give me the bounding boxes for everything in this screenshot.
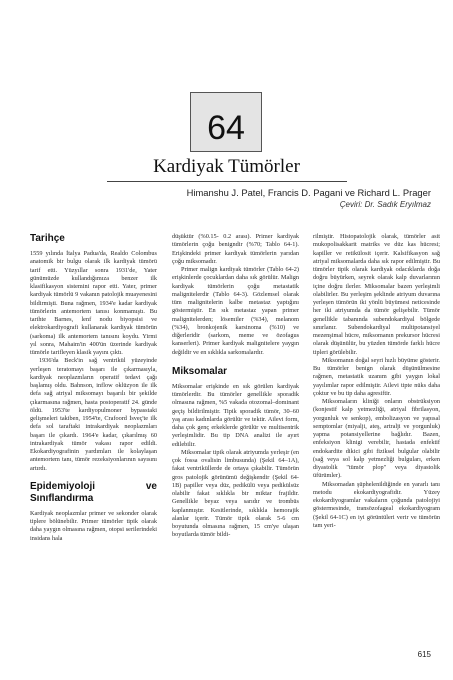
paragraph: 1559 yılında İtalya Padua'da, Realdo Colombus anatomik bir bulgu olarak ilk kardiyak tümörü tarif etti. Yüzyıllar sonra 1931'de, Yater günümüzde kullandığımıza benzer ilk klasifikasyon sistemini rapor etti. Yater, primer kardiyak tümörlü 9 vakanın patolojik muayenesini bildirmişti. Buna rağmen, 1934'e kadar kardiyak tümörlerin antemortem tanısı konmamıştı. Bu tarihte Barnes, lenf nodu biyopsisi ve elektrokardiyografi kullanarak kardiyak tümörün (sarkoma) ilk antemortem tanısını koydu. Yirmi yıl sonra, Mahaim'in 400'ün üzerinde kardiyak tümörle tarifleyen klasik yayını çıktı. xyxy=(30,250,157,356)
section-heading-epidemiyoloji: Epidemiyoloji ve Sınıflandırma xyxy=(30,480,157,504)
paragraph: 1936'da Beck'in sağ ventrikül yüzeyinde yerleşen teratomayı başarı ile çıkarmasıyla, kardiyak neoplazmların operatif tedavi çağı başlamış oldu. Bahnson, inflow oklüzyon ile ilk defa sağ atriyal miksomayı başarılı bir şekilde çıkarmasına rağmen, hasta postoperatif 24. günde öldü. 1953'te kardiyopulmoner bypasstaki gelişmeleri takiben, 1954'te, Crafoord İsveç'te ilk defa sol taraftaki intrakardiyak neoplazmları başarı ile çıkardı. 1964'e kadar, çıkarılmış 60 intrakardiyak tümör vakası rapor edildi. Ekokardiyografinin yardımları ile kolaylaşan antemortem tanı, tümör rezeksiyonlarının sayısını artırdı. xyxy=(30,357,157,472)
chapter-number: 64 xyxy=(207,109,245,147)
paragraph: Kardiyak neoplazmlar primer ve sekonder olarak tiplere bölünebilir. Primer tümörler tipik olarak daha yaygın olmasına rağmen, otopsi serilerindeki insidans hala xyxy=(30,509,157,542)
text-column-left xyxy=(30,233,157,543)
text-column-right xyxy=(313,233,440,530)
section-heading-tarihce: Tarihçe xyxy=(30,233,65,244)
text-column-middle xyxy=(172,233,299,540)
title-divider xyxy=(107,181,347,182)
paragraph: Miksomaların kliniği onların obstrüksiyon (konjestif kalp yetmezliği, atriyal fibrilasyon, yorgunluk ve senkop), embolizasyon ve yapısal semptomlar (miyalji, ateş, artralji ve yorgunluk) yapma potansiyellerine bağlıdır. Bazen, enfeksiyon klinigi verebilir, hastada enfektif endokardite dikici gibi fiziksel bulgular olabilir (sağ veya sol kalp yetmezliği bulguları, erken diyastolik "tümör plop" veya diyastolik üfürümler). xyxy=(313,398,440,480)
chapter-translator: Çeviri: Dr. Sadık Eryılmaz xyxy=(339,200,431,209)
paragraph: düşüktür (%0.15- 0.2 arası). Primer kardiyak tümörlerin çoğu benigndir (%70; Tablo 64-1). Erişkindeki primer kardiyak tümörlerin yarıdan çoğu miksomadır. xyxy=(172,233,299,265)
chapter-authors: Himanshu J. Patel, Francis D. Pagani ve Richard L. Prager xyxy=(186,187,431,198)
paragraph: rilmiştir. Histopatolojik olarak, tümörler asit mukopolisakkarit matriks ve düz kas hücresi; kapiller ve retikülosit içerir. Kalsifikasyon sağ atriyal miksomalarda daha sık rapor edilmiştir. Bu tümörler tipik olarak kardiyak odacıklarda doğa doğru büyürken, seyrek olarak kalp duvarlarının içine doğru ilerler. Miksomalar bazen yerleşimli olabilirler. Bu yerleşim şeklinde atriyum duvarına yerleşen tümörün iki yönlü büyümesi neticesinde her iki atriyumda da tümör gelişebilir. Tümör genellikle tabanında subendokardiyal bölgede sınırlanır. Subendokardiyal multipotansiyel mezenşimal hücre, miksomanın prekursor hücresi olarak düşünülür, bu yüzden tümörde farklı hücre tipleri görülebilir. xyxy=(313,233,440,356)
paragraph: Miksomalar tipik olarak atriyumda yerleşir (en çok fossa ovalisin limbusunda) (Şekil 64–1A), fakat ventriküllerde de ortaya çıkabilir. Tümörün gros patolojik görünümü değişkendir (Şekil 64-1B) papiller veya düz, pedikülü veya pedikülsüz olabilir fakat sıklıkla bir miktar frajildir. Genellikle beyaz veya sarıdır ve trombüs kaplanmıştır. Kesitlerinde, sıklıkla hemorajik alanlar içerir. Tümör tipik olarak 5-6 cm boyutunda olmasına rağmen, 15 cm'ye ulaşan boyutlarda tümör bildi- xyxy=(172,448,299,539)
paragraph: Miksomadan şüphelenildiğinde en yararlı tanı metodu ekokardiyografidir. Yüzey ekokardiyogramlar vakaların çoğunda patolojiyi göstermesinde, transözofageal ekokardiyogram (Şekil 64-1C) en iyi görüntüleri verir ve tümörün tam yeri- xyxy=(313,480,440,529)
section-heading-miksomalar: Miksomalar xyxy=(172,365,228,377)
page-number: 615 xyxy=(417,650,431,659)
paragraph: Miksomalar erişkinde en sık görülen kardiyak tümörlerdir. Bu tümörler genellikle sporadik olmasına rağmen, %5 vakada otozomal–dominant geçiş bildirilmiştir. Tipik sporadik tümör, 30–60 yaş arası kadınlarda görülür ve tektir. Ailevi form, daha çok genç erkeklerde görülür ve multisentrik yerleşimlidir. Bu tip DNA analizi ile ayırt edilebilir. xyxy=(172,382,299,448)
chapter-title: Kardiyak Tümörler xyxy=(153,156,300,177)
paragraph: Primer malign kardiyak tümörler (Tablo 64-2) erişkinlerde çocuklardan daha sık görülür. Malign kardiyak tümörlerin çoğu metastatik malignitelerdir (Tablo 64-3). Gözlemsel olarak tüm malignitelerin kalbe metastaz yaptığını göstermiştir. En sık metastaz yapan primer malignitelerden; lösemiler (%34), melanom (%34), bronkojenik karsinoma (%10) ve diğerleridir (sarkom, meme ve özofagus kanserleri). Primer kardiyak malignitelere yaygın değildir ve en sıklıkla sarkomalardır. xyxy=(172,266,299,356)
paragraph: Miksomanın doğal seyri hızlı büyüme gösterir. Bu tümörler benign olarak düşünülmesine rağmen, metastatik uzanım gibi yaygın lokal yayılımlar rapor edilmiştir. Ailevi tipte nüks daha çoktur ve bu tip daha agresiftir. xyxy=(313,356,440,397)
chapter-number-box xyxy=(190,92,262,152)
